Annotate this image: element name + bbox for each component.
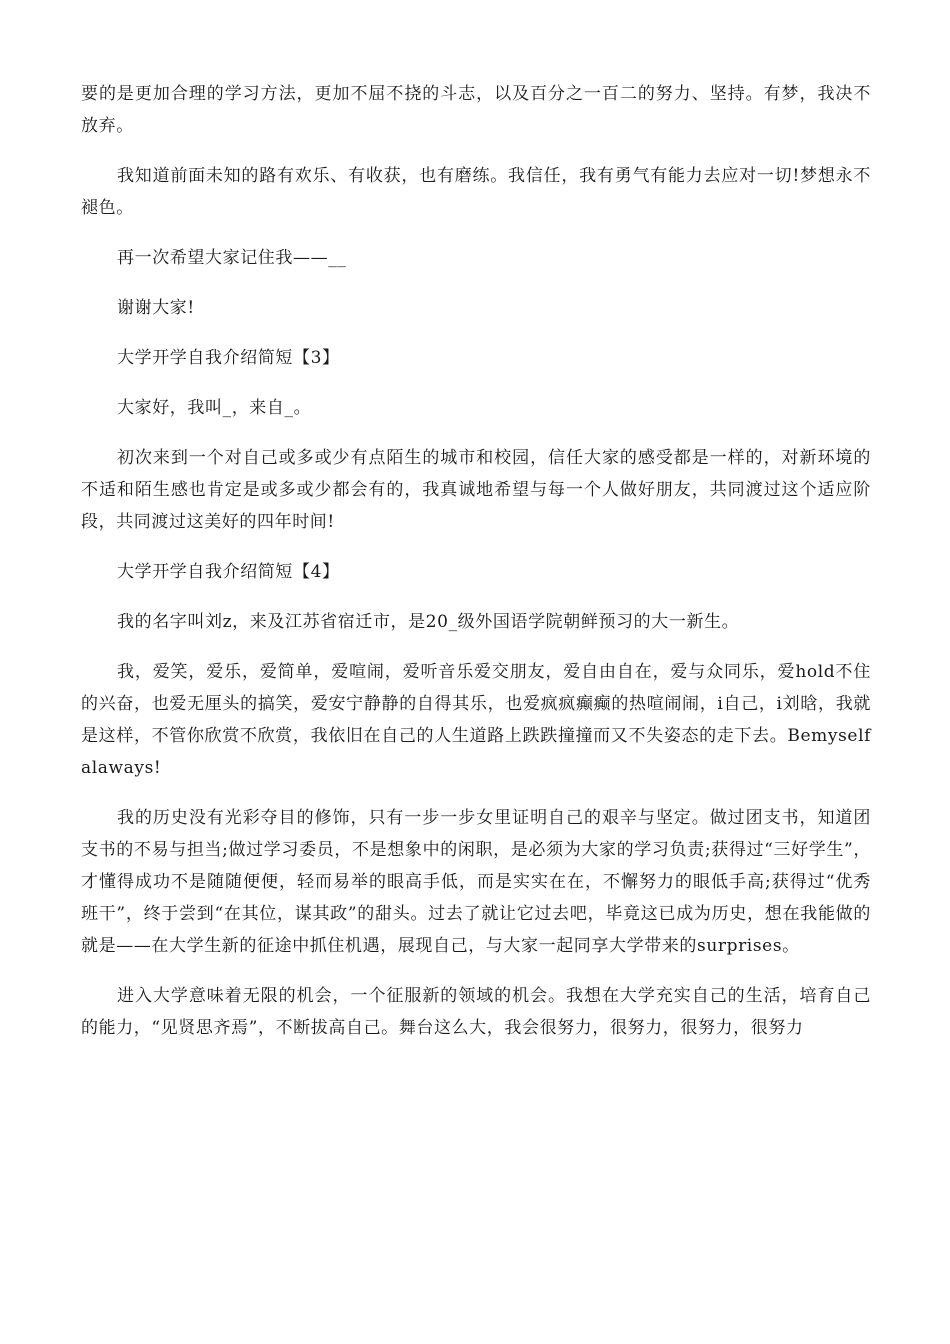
paragraph: 大家好，我叫_，来自_。 bbox=[117, 398, 312, 418]
paragraph-continued: 要的是更加合理的学习方法，更加不屈不挠的斗志，以及百分之一百二的努力、坚持。有梦，我决不放弃。 bbox=[81, 84, 871, 136]
paragraph: 谢谢大家! bbox=[117, 298, 195, 318]
section-heading: 大学开学自我介绍简短【3】 bbox=[117, 348, 340, 368]
section-heading: 大学开学自我介绍简短【4】 bbox=[117, 562, 340, 582]
paragraph: 进入大学意味着无限的机会，一个征服新的领域的机会。我想在大学充实自己的生活，培育自己的能力，“见贤思齐焉”，不断拔高自己。舞台这么大，我会很努力，很努力，很努力，很努力 bbox=[81, 986, 871, 1038]
paragraph: 我的名字叫刘z，来及江苏省宿迁市，是20_级外国语学院朝鲜预习的大一新生。 bbox=[117, 612, 740, 632]
paragraph: 我知道前面未知的路有欢乐、有收获，也有磨练。我信任，我有勇气有能力去应对一切!梦想永不褪色。 bbox=[81, 166, 871, 218]
paragraph: 再一次希望大家记住我——__ bbox=[117, 248, 347, 268]
paragraph: 我的历史没有光彩夺目的修饰，只有一步一步女里证明自己的艰辛与坚定。做过团支书，知道团支书的不易与担当;做过学习委员，不是想象中的闲职，是必须为大家的学习负责;获得过“三好学生”，才懂得成功不是随随便便，轻而易举的眼高手低，而是实实在在，不懈努力的眼低手高;获得过“优秀班干”，终于尝到“在其位，谋其政”的甜头。过去了就让它过去吧，毕竟这已成为历史，想在我能做的就是——在大学生新的征途中抓住机遇，展现自己，与大家一起同享大学带来的surprises。 bbox=[81, 808, 871, 956]
paragraph: 我，爱笑，爱乐，爱简单，爱喧闹，爱听音乐爱交朋友，爱自由自在，爱与众同乐，爱hold不住的兴奋，也爱无厘头的搞笑，爱安宁静静的自得其乐，也爱疯疯癫癫的热喧闹闹，i自己，i刘晗，我就是这样，不管你欣赏不欣赏，我依旧在自己的人生道路上跌跌撞撞而又不失姿态的走下去。Bemyselfalaways! bbox=[81, 662, 871, 778]
paragraph: 初次来到一个对自己或多或少有点陌生的城市和校园，信任大家的感受都是一样的，对新环境的不适和陌生感也肯定是或多或少都会有的，我真诚地希望与每一个人做好朋友，共同渡过这个适应阶段，共同渡过这美好的四年时间! bbox=[81, 448, 871, 532]
document-body bbox=[81, 78, 871, 1062]
